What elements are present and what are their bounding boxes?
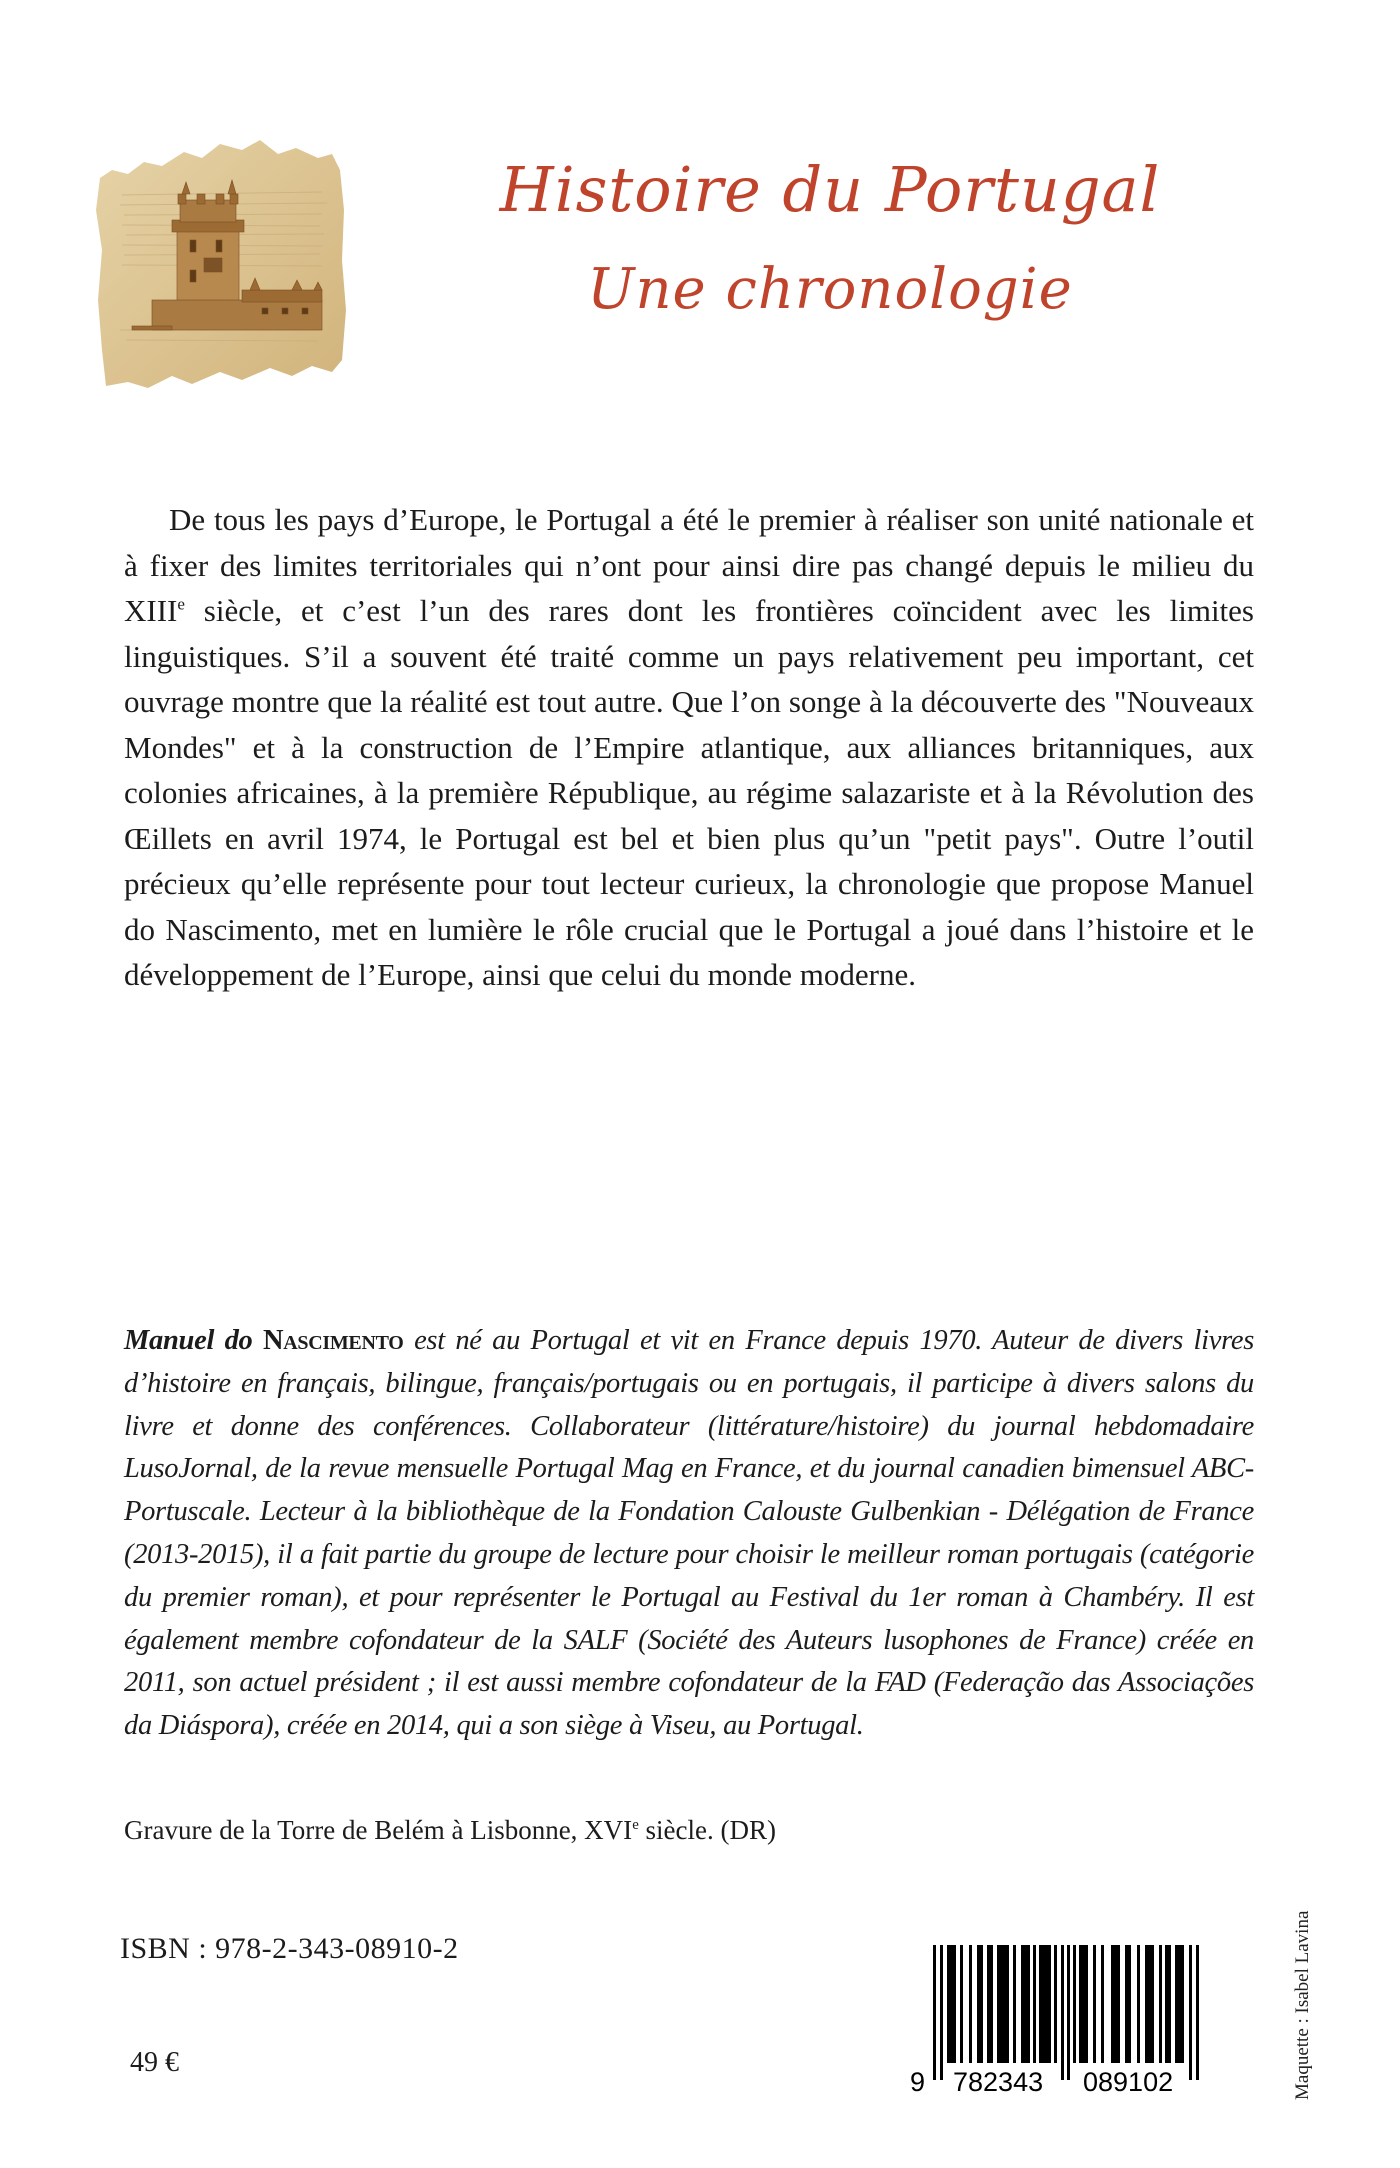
- tower-of-belem-icon: [92, 140, 352, 395]
- author-surname: Nascimento: [262, 1325, 404, 1356]
- caption-text-part2: siècle. (DR): [638, 1815, 776, 1845]
- book-subtitle: Une chronologie: [587, 257, 1073, 322]
- barcode-digit-first: 9: [910, 2067, 926, 2097]
- caption-superscript: e: [632, 1817, 639, 1833]
- book-title: Histoire du Portugal: [499, 153, 1161, 226]
- barcode-digits-right: 089102: [1083, 2067, 1174, 2097]
- caption-text-part1: Gravure de la Torre de Belém à Lisbonne, XVI: [124, 1815, 633, 1845]
- isbn-number: ISBN : 978-2-343-08910-2: [120, 1932, 459, 1965]
- author-bio-text: est né au Portugal et vit en France depuis 1970. Auteur de divers livres d’histoire en français, bilingue, français/portugais ou en portugais, il participe à divers salons du livre et donne des conférences. Collaborateur (littérature/histoire) du journal hebdomadaire LusoJornal, de la revue mensuelle Portugal Mag en France, et du journal canadien bimensuel ABC-Portuscale. Lecteur à la bibliothèque de la Fondation Calouste Gulbenkian - Délégation de France (2013-2015), il a fait partie du groupe de lecture pour choisir le meilleur roman portugais (catégorie du premier roman), et pour représenter le Portugal au Festival du 1er roman à Chambéry. Il est également membre cofondateur de la SALF (Société des Auteurs lusophones de France) créée en 2011, son actuel président ; il est aussi membre cofondateur de la FAD (Federação das Associações da Diáspora), créée en 2014, qui a son siège à Viseu, au Portugal.: [124, 1325, 1254, 1742]
- book-description: [124, 497, 1254, 998]
- barcode-icon: [905, 1945, 1235, 2105]
- description-text-part2: siècle, et c’est l’un des rares dont les frontières coïncident avec les limites linguistiques. S’il a souvent été traité comme un pays relativement peu important, cet ouvrage montre que la réalité est tout autre. Que l’on songe à la découverte des "Nouveaux Mondes" et à la construction de l’Empire atlantique, aux alliances britanniques, aux colonies africaines, à la première République, au régime salazariste et à la Révolution des Œillets en avril 1974, le Portugal est bel et bien plus qu’un "petit pays". Outre l’outil précieux qu’elle représente pour tout lecteur curieux, la chronologie que propose Manuel do Nascimento, met en lumière le rôle crucial que le Portugal a joué dans l’histoire et le développement de l’Europe, ainsi que celui du monde moderne.: [124, 593, 1254, 992]
- isbn-barcode: [905, 1945, 1235, 2105]
- book-title-block: [380, 150, 1280, 330]
- layout-credit: Maquette : Isabel Lavina: [1292, 1910, 1313, 2100]
- barcode-digits-left: 782343: [953, 2067, 1044, 2097]
- illustration-caption: [124, 1812, 776, 1848]
- author-bio: [124, 1320, 1254, 1748]
- price-label: 49 €: [130, 2047, 179, 2078]
- tower-engraving-illustration: [92, 140, 352, 395]
- author-first-name: Manuel do: [124, 1325, 263, 1356]
- description-text-part1: De tous les pays d’Europe, le Portugal a été le premier à réaliser son unité nationale et à fixer des limites territoriales qui n’ont pour ainsi dire pas changé depuis le milieu du XIII: [124, 502, 1254, 628]
- century-superscript: e: [177, 594, 185, 614]
